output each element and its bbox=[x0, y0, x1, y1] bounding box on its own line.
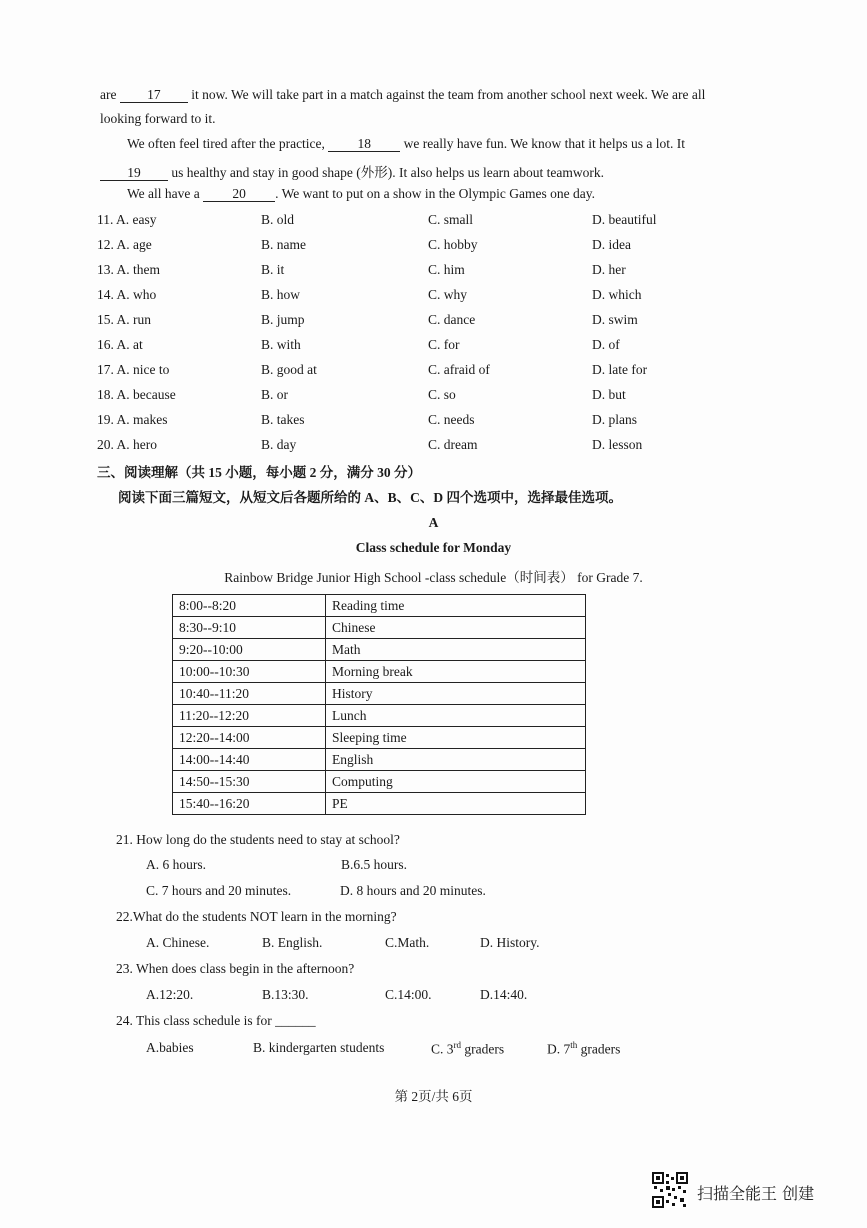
cloze-option-row bbox=[97, 412, 737, 432]
subject-cell: Computing bbox=[326, 771, 586, 793]
cloze-option-row bbox=[97, 387, 737, 407]
question-24-stem: 24. This class schedule is for ______ bbox=[116, 1013, 316, 1028]
passage-text: . We want to put on a show in the Olympic Games one day. bbox=[275, 186, 595, 201]
blank-19: 19 bbox=[100, 166, 168, 181]
option-b: B. with bbox=[261, 337, 301, 352]
time-cell: 12:20--14:00 bbox=[173, 727, 326, 749]
option-text: graders bbox=[577, 1041, 621, 1057]
table-row bbox=[173, 705, 586, 727]
q21-option-d: D. 8 hours and 20 minutes. bbox=[340, 883, 486, 898]
passage-title: Class schedule for Monday bbox=[355, 540, 512, 555]
q23-option-c: C.14:00. bbox=[385, 987, 432, 1002]
q21-option-a: A. 6 hours. bbox=[146, 857, 206, 872]
time-cell: 10:40--11:20 bbox=[173, 683, 326, 705]
question-23-stem: 23. When does class begin in the afternoon? bbox=[116, 961, 355, 976]
option-a: 15. A. run bbox=[97, 312, 151, 327]
option-a: 13. A. them bbox=[97, 262, 160, 277]
subject-cell: Morning break bbox=[326, 661, 586, 683]
subject-cell: English bbox=[326, 749, 586, 771]
option-b: B. how bbox=[261, 287, 301, 302]
table-row bbox=[173, 749, 586, 771]
option-d: D. beautiful bbox=[592, 212, 657, 227]
subject-cell: Chinese bbox=[326, 617, 586, 639]
passage-text: us healthy and stay in good shape (外形). It also helps us learn about teamwork. bbox=[168, 165, 605, 180]
option-c: C. dream bbox=[428, 437, 478, 452]
page-number: 第 2页/共 6页 bbox=[394, 1089, 473, 1104]
option-a: 17. A. nice to bbox=[97, 362, 170, 377]
time-cell: 8:00--8:20 bbox=[173, 595, 326, 617]
scanner-watermark: 扫描全能王 创建 bbox=[697, 1184, 815, 1203]
section-instruction: 阅读下面三篇短文，从短文后各题所给的 A、B、C、D 四个选项中，选择最佳选项。 bbox=[118, 490, 623, 505]
time-cell: 10:00--10:30 bbox=[173, 661, 326, 683]
subject-cell: Math bbox=[326, 639, 586, 661]
q22-option-b: B. English. bbox=[262, 935, 323, 950]
passage-line-5 bbox=[127, 186, 595, 202]
option-c: C. him bbox=[428, 262, 465, 277]
subject-cell: History bbox=[326, 683, 586, 705]
q21-option-b: B.6.5 hours. bbox=[341, 857, 408, 872]
option-c: C. afraid of bbox=[428, 362, 490, 377]
option-b: B. name bbox=[261, 237, 306, 252]
table-row bbox=[173, 617, 586, 639]
qr-code-icon bbox=[652, 1172, 688, 1208]
cloze-option-row bbox=[97, 362, 737, 382]
table-row bbox=[173, 639, 586, 661]
table-row bbox=[173, 727, 586, 749]
option-a: 12. A. age bbox=[97, 237, 152, 252]
table-row bbox=[173, 661, 586, 683]
option-c: C. dance bbox=[428, 312, 476, 327]
option-b: B. jump bbox=[261, 312, 305, 327]
q24-option-c bbox=[431, 1040, 504, 1058]
option-b: B. or bbox=[261, 387, 288, 402]
option-text: C. 3 bbox=[431, 1041, 454, 1057]
time-cell: 14:00--14:40 bbox=[173, 749, 326, 771]
option-d: D. lesson bbox=[592, 437, 643, 452]
blank-17: 17 bbox=[120, 88, 188, 103]
q22-option-a: A. Chinese. bbox=[146, 935, 210, 950]
passage-subtitle: Rainbow Bridge Junior High School -class schedule（时间表） for Grade 7. bbox=[224, 570, 643, 585]
option-a: 11. A. easy bbox=[97, 212, 157, 227]
table-row bbox=[173, 771, 586, 793]
section-title: 三、阅读理解（共 15 小题，每小题 2 分，满分 30 分） bbox=[97, 465, 421, 480]
option-b: B. takes bbox=[261, 412, 305, 427]
option-a: 16. A. at bbox=[97, 337, 143, 352]
q23-option-d: D.14:40. bbox=[480, 987, 528, 1002]
blank-18: 18 bbox=[328, 137, 400, 152]
option-b: B. good at bbox=[261, 362, 317, 377]
time-cell: 11:20--12:20 bbox=[173, 705, 326, 727]
passage-line-3 bbox=[127, 136, 685, 152]
table-row bbox=[173, 595, 586, 617]
time-cell: 15:40--16:20 bbox=[173, 793, 326, 815]
question-21-stem: 21. How long do the students need to stay at school? bbox=[116, 832, 400, 847]
q24-option-b: B. kindergarten students bbox=[253, 1040, 385, 1055]
option-d: D. of bbox=[592, 337, 620, 352]
option-a: 14. A. who bbox=[97, 287, 157, 302]
passage-text: are bbox=[100, 87, 120, 102]
passage-text: it now. We will take part in a match against the team from another school next week. We are all bbox=[187, 87, 706, 102]
q23-option-a: A.12:20. bbox=[146, 987, 194, 1002]
cloze-option-row bbox=[97, 312, 737, 332]
subject-cell: PE bbox=[326, 793, 586, 815]
option-d: D. swim bbox=[592, 312, 638, 327]
passage-text: We all have a bbox=[127, 186, 204, 201]
class-schedule-table bbox=[172, 594, 586, 815]
option-text: graders bbox=[461, 1041, 505, 1057]
time-cell: 8:30--9:10 bbox=[173, 617, 326, 639]
question-22-stem: 22.What do the students NOT learn in the morning? bbox=[116, 909, 397, 924]
option-c: C. needs bbox=[428, 412, 475, 427]
option-d: D. late for bbox=[592, 362, 648, 377]
passage-letter: A bbox=[428, 515, 439, 530]
q21-option-c: C. 7 hours and 20 minutes. bbox=[146, 883, 292, 898]
table-row bbox=[173, 683, 586, 705]
q22-option-c: C.Math. bbox=[385, 935, 430, 950]
passage-text: we really have fun. We know that it helps us a lot. It bbox=[400, 136, 686, 151]
q22-option-d: D. History. bbox=[480, 935, 540, 950]
option-c: C. why bbox=[428, 287, 468, 302]
time-cell: 14:50--15:30 bbox=[173, 771, 326, 793]
superscript: th bbox=[570, 1040, 578, 1050]
option-a: 19. A. makes bbox=[97, 412, 168, 427]
option-d: D. idea bbox=[592, 237, 631, 252]
passage-line-2: looking forward to it. bbox=[100, 111, 216, 126]
cloze-option-row bbox=[97, 212, 737, 232]
option-d: D. her bbox=[592, 262, 626, 277]
option-d: D. but bbox=[592, 387, 626, 402]
q23-option-b: B.13:30. bbox=[262, 987, 309, 1002]
time-cell: 9:20--10:00 bbox=[173, 639, 326, 661]
q24-option-a: A.babies bbox=[146, 1040, 194, 1055]
option-b: B. old bbox=[261, 212, 295, 227]
option-a: 18. A. because bbox=[97, 387, 176, 402]
passage-text: We often feel tired after the practice, bbox=[127, 136, 329, 151]
cloze-option-row bbox=[97, 237, 737, 257]
option-a: 20. A. hero bbox=[97, 437, 157, 452]
option-c: C. so bbox=[428, 387, 456, 402]
blank-20: 20 bbox=[203, 187, 275, 202]
option-c: C. hobby bbox=[428, 237, 478, 252]
passage-line-4 bbox=[100, 161, 604, 181]
cloze-option-row bbox=[97, 337, 737, 357]
subject-cell: Lunch bbox=[326, 705, 586, 727]
subject-cell: Sleeping time bbox=[326, 727, 586, 749]
cloze-option-row bbox=[97, 262, 737, 282]
option-d: D. which bbox=[592, 287, 642, 302]
option-b: B. it bbox=[261, 262, 285, 277]
option-b: B. day bbox=[261, 437, 297, 452]
cloze-option-row bbox=[97, 287, 737, 307]
option-c: C. small bbox=[428, 212, 474, 227]
option-c: C. for bbox=[428, 337, 460, 352]
q24-option-d bbox=[547, 1040, 620, 1058]
passage-line-1 bbox=[100, 87, 705, 103]
superscript: rd bbox=[453, 1040, 462, 1050]
subject-cell: Reading time bbox=[326, 595, 586, 617]
cloze-option-row bbox=[97, 437, 737, 457]
option-d: D. plans bbox=[592, 412, 637, 427]
table-row bbox=[173, 793, 586, 815]
option-text: D. 7 bbox=[547, 1041, 571, 1057]
